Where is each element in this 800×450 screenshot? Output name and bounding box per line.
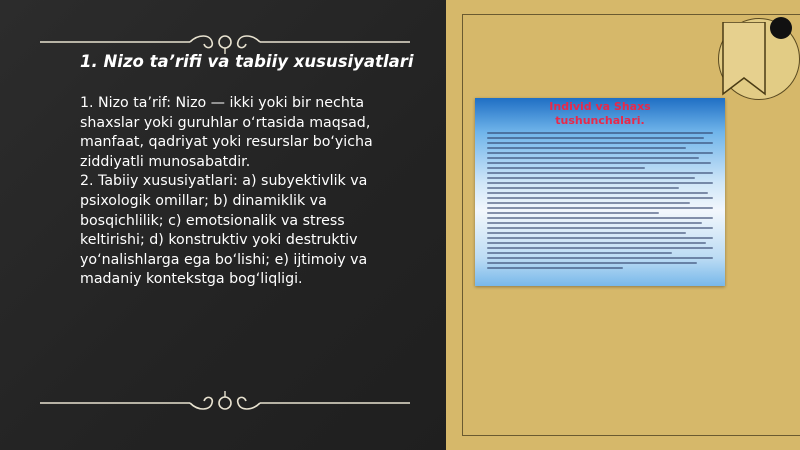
slide-body <box>80 94 410 290</box>
paragraph-definition: 1. Nizo ta’rif: Nizo — ikki yoki bir nechta shaxslar yoki guruhlar o‘rtasida maqsad, manfaat, qadriyat yoki resurslar bo‘yicha ziddiyatli munosabatdir. <box>80 95 373 170</box>
decorative-dot <box>770 17 792 39</box>
document-heading <box>475 100 725 128</box>
document-heading-line1: Individ va Shaxs <box>549 100 651 113</box>
bookmark-icon <box>721 22 767 96</box>
paragraph-properties: 2. Tabiiy xususiyatlari: a) subyektivlik va psixologik omillar; b) dinamiklik va bosqichlilik; c) emotsionalik va stress keltirishi; d) konstruktiv yoki destruktiv yo‘nalishlarga ega bo‘lishi; e) ijtimoiy va madaniy kontekstga bog‘liqligi. <box>80 173 368 288</box>
top-scroll-ornament-icon <box>40 30 410 54</box>
bottom-scroll-ornament-icon <box>40 391 410 415</box>
document-text-lines <box>487 132 713 272</box>
document-image <box>475 98 725 286</box>
slide-title: 1. Nizo ta’rifi va tabiiy xususiyatlari <box>80 52 414 71</box>
document-heading-line2: tushunchalari. <box>555 114 645 127</box>
